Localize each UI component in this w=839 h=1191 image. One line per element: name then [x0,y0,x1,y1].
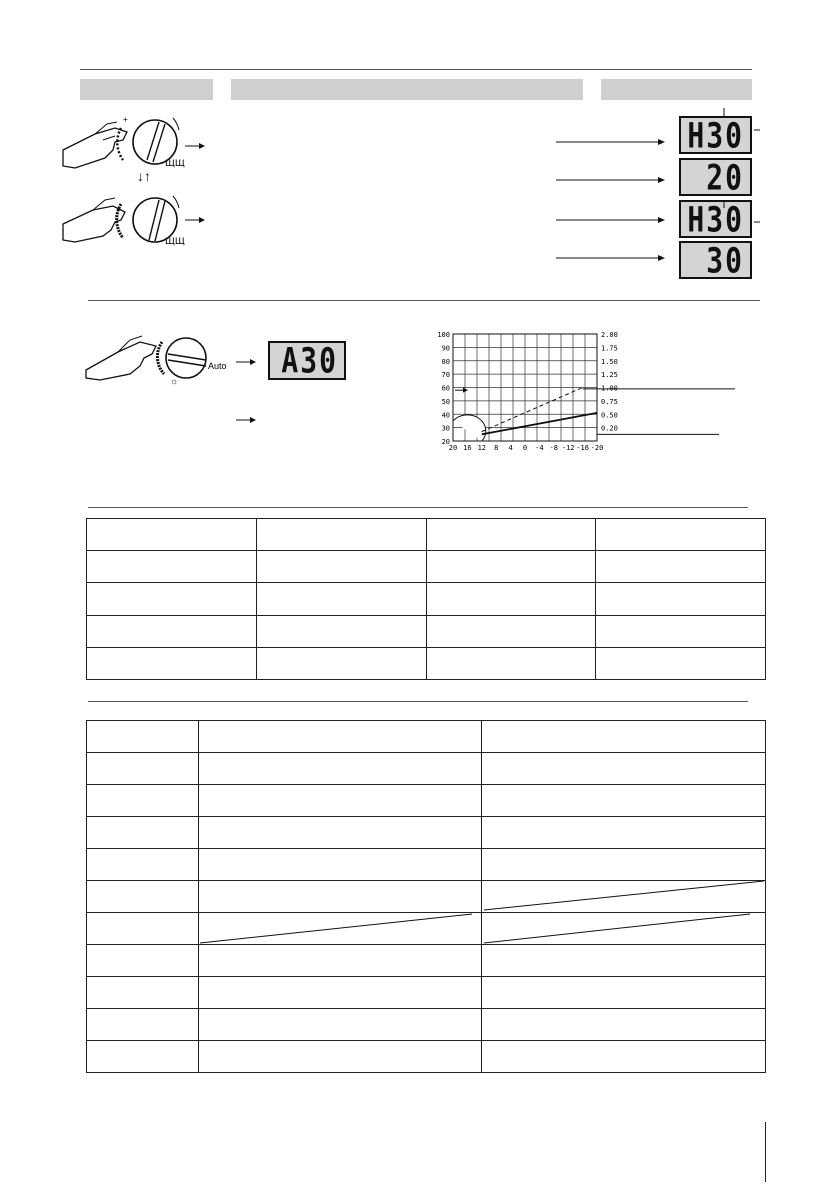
table-2-diagonal-strikes [86,720,766,1073]
table-1-cell [256,615,426,647]
table-1-cell [426,647,596,679]
chart-x-tick-label: -12 [561,444,575,452]
chart-right-tick-label: 1.00 [601,384,618,393]
header-bar-right [601,79,752,100]
chart-right-tick-label: 1.25 [601,371,618,380]
chart-left-tick-label: 40 [441,411,450,420]
knob-auto-label: Auto [208,361,227,371]
chart-pointer-arrowhead [463,388,468,393]
table-1-cell [426,551,596,583]
chart-right-tick-label: 0.20 [601,424,618,433]
table-1-cell [426,615,596,647]
chart-right-tick-label: 2.00 [601,331,618,339]
header-bar-left [80,79,213,100]
table-1-cell [87,519,257,551]
chart-x-tick-label: 4 [508,444,513,452]
chart-x-tick-label: 16 [463,444,472,452]
chart-x-tick-label: -16 [576,444,589,452]
chart-right-tick-label: 0.50 [601,411,618,420]
lcd-value-2: 20 [706,156,744,198]
table-1-cell [426,519,596,551]
chart-x-tick-label: -8 [549,444,559,452]
lcd-value-4: 30 [706,239,744,281]
table-1-cell [596,551,766,583]
chart-x-tick-label: -20 [590,444,604,452]
chart-x-tick-label: 12 [477,444,487,452]
table-1-row [87,615,766,647]
chart-left-tick-label: 30 [441,424,450,433]
chart-right-tick-label: 1.75 [601,344,618,353]
lcd-value-auto: A30 [281,339,338,382]
radiator-icon-2: ЩЩ [165,237,185,247]
table-1-cell [596,647,766,679]
chart-right-tick-label: 0.75 [601,397,618,406]
table-1-cell [87,615,257,647]
table-1-cell [596,519,766,551]
chart-left-tick-label: 50 [441,397,450,406]
hand-knob-illustration-heating-1 [55,110,215,190]
table-1-cell [256,647,426,679]
header-bar-middle [231,79,583,100]
table-1-cell [87,551,257,583]
table-1-row [87,583,766,615]
blink-marks-icon [672,108,762,248]
chart-left-tick-label: 80 [441,357,450,366]
sun-icon: ☼ [170,376,179,386]
hand-knob-illustration-heating-2 [55,190,215,260]
heating-curve-chart [425,328,745,456]
display-arrows [550,130,670,270]
table-1-row [87,647,766,679]
lcd-value-3: H30 [687,198,744,240]
top-rule [80,69,752,70]
chart-x-tick-label: 8 [494,444,499,452]
chart-x-tick-label: 20 [448,444,458,452]
chart-left-tick-label: 90 [441,344,450,353]
table-1-cell [256,519,426,551]
table-1 [86,518,766,680]
auto-arrows [232,355,262,430]
chart-left-tick-label: 70 [441,371,450,380]
table-1-cell [256,583,426,615]
table-1-cell [256,551,426,583]
right-margin-line [765,1122,766,1182]
chart-x-tick-label: -4 [535,444,544,452]
chart-series-solid [482,413,597,434]
section-rule-3 [88,507,748,508]
chart-left-tick-label: 100 [437,331,450,339]
table-1-cell [596,583,766,615]
updown-arrows-icon: ↓↑ [137,168,151,184]
radiator-icon: ЩЩ [165,159,185,169]
lcd-display-auto [268,341,346,380]
section-rule-2 [88,300,760,301]
table-1-cell [596,615,766,647]
chart-left-tick-label: 60 [441,384,450,393]
lcd-value-1: H30 [687,114,744,156]
table-1-cell [87,583,257,615]
chart-x-tick-label: 0 [522,444,528,452]
table-1-cell [87,647,257,679]
table-1-row [87,519,766,551]
table-1-row [87,551,766,583]
table-1-cell [426,583,596,615]
hand-knob-illustration-auto [82,330,242,395]
chart-left-tick-label: 20 [441,438,450,446]
section-rule-4 [88,701,748,702]
svg-text:+: + [123,115,128,124]
chart-right-tick-label: 1.50 [601,357,618,366]
